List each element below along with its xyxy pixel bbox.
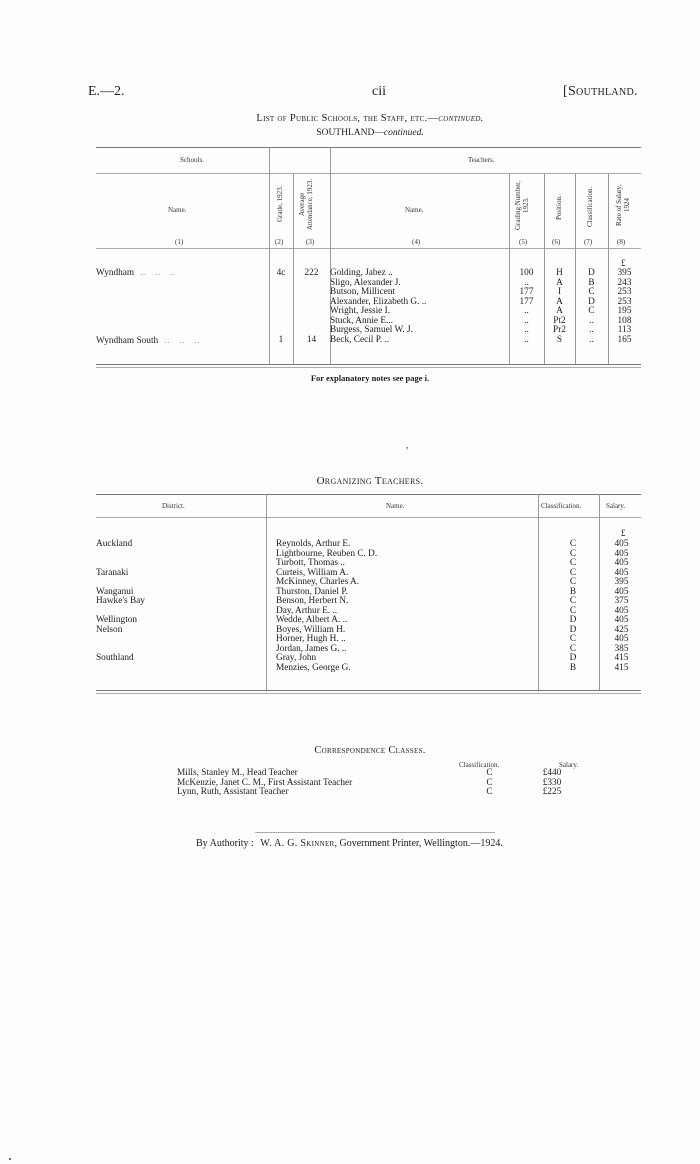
teacher-grading-text: .. [524, 306, 529, 316]
currency-symbol: £ [621, 258, 626, 268]
teacher-salary-text: 253 [617, 296, 632, 307]
teacher-position-text: A [556, 306, 563, 316]
page-number: cii [372, 84, 386, 99]
corr-col-salary: Salary. [559, 761, 579, 769]
org-classification-text: B [569, 662, 577, 673]
org-salary-text: 385 [614, 643, 629, 654]
page-subtitle-italic: continued. [383, 128, 424, 138]
col-num-2: (2) [275, 238, 284, 246]
org-name-text: Day, Arthur E. .. [276, 605, 338, 616]
teacher-grading-text: .. [524, 335, 529, 345]
org-name-text: Wedde, Albert A. .. [276, 615, 348, 625]
teacher-position-text: S [556, 335, 563, 345]
col-org-classification: Classification. [541, 502, 582, 510]
imprint-suffix: , Government Printer, Wellington.—1924. [334, 838, 503, 849]
org-district [96, 664, 270, 674]
school-grade-text: 1 [278, 335, 284, 345]
org-salary-text: 405 [614, 586, 629, 597]
teacher-classification-text: C [588, 287, 595, 297]
table-row [96, 569, 641, 579]
school-attendance [293, 336, 330, 347]
col-num-6: (6) [552, 238, 561, 246]
teacher-name-text: Burgess, Samuel W. J. [330, 325, 413, 335]
org-district [96, 540, 270, 550]
teacher-salary-text: 113 [617, 325, 632, 335]
org-classification-text: C [569, 567, 577, 578]
school-attendance [293, 288, 330, 298]
school-grade [269, 307, 293, 317]
org-name-text: Curteis, William A. [276, 567, 349, 578]
school-attendance-text: 222 [304, 267, 319, 278]
org-salary-text: 405 [614, 539, 629, 549]
teacher-position-text: Pt2 [553, 315, 566, 326]
org-classification-text: C [569, 548, 577, 559]
school-grade [269, 317, 293, 327]
col-org-name: Name. [386, 502, 405, 510]
group-teachers: Teachers. [468, 156, 495, 164]
org-name-text: Thurston, Daniel P. [276, 586, 348, 597]
page-title-italic: continued. [438, 113, 484, 124]
col-attendance: Average Attendance, 1923. [298, 178, 314, 230]
school-name [96, 317, 269, 327]
org-classification [544, 664, 602, 674]
org-salary-text: 415 [614, 653, 629, 663]
col-num-4: (4) [412, 238, 421, 246]
table-row [96, 588, 641, 598]
school-grade [269, 288, 293, 298]
org-name-text: Horner, Hugh H. .. [276, 634, 346, 644]
org-salary-text: 405 [614, 615, 629, 625]
corr-name-text: Mills, Stanley M., Head Teacher [177, 768, 298, 778]
corr-salary-text: £330 [542, 777, 562, 788]
teacher-grading-text: .. [524, 325, 529, 335]
teacher-grading-text: 177 [519, 296, 534, 307]
org-name-text: Boyes, William H. [276, 624, 346, 635]
imprint-prefix: By Authority : [196, 838, 254, 849]
page-ref: E.—2. [88, 84, 125, 99]
col-grading: Grading Number, 1923. [514, 180, 530, 230]
org-classification-text: C [569, 605, 577, 616]
teacher-salary-text: 108 [617, 315, 632, 326]
org-name [270, 664, 544, 674]
table-row [96, 597, 641, 607]
school-grade [269, 279, 293, 289]
school-grade [269, 336, 293, 347]
org-classification-text: C [569, 577, 577, 587]
table-row [96, 550, 641, 560]
col-num-5: (5) [519, 238, 528, 246]
org-district [96, 635, 270, 645]
org-salary-text: 415 [614, 662, 629, 673]
teacher-position-text: A [556, 296, 563, 307]
col-num-8: (8) [617, 238, 626, 246]
table-row [96, 626, 641, 636]
org-salary-text: 425 [614, 624, 629, 635]
org-name-text: Reynolds, Arthur E. [276, 539, 351, 549]
teacher-name-text: Stuck, Annie E... [330, 315, 394, 326]
corr-classification-text: C [486, 768, 493, 778]
col-num-3: (3) [306, 238, 315, 246]
teacher-name-text: Beck, Cecil P. .. [330, 335, 390, 345]
school-name [96, 336, 269, 347]
teacher-grading-text: 177 [519, 287, 534, 297]
teacher-classification-text: .. [589, 315, 594, 326]
teacher-salary-text: 195 [617, 306, 632, 316]
teacher-position-text: H [556, 267, 563, 278]
org-name-text: McKinney, Charles A. [276, 577, 360, 587]
teacher-classification [575, 336, 608, 347]
org-classification-text: D [569, 615, 577, 625]
school-name-text: Wyndham [96, 268, 135, 278]
org-salary-text: 405 [614, 634, 629, 644]
org-district [96, 550, 270, 560]
teacher-classification-text: C [588, 306, 595, 316]
table-row [96, 578, 641, 588]
corr-salary-text: £440 [542, 768, 562, 778]
corr-name [177, 788, 462, 798]
org-district [96, 597, 270, 607]
leader-dots: .. .. .. [134, 268, 177, 277]
school-attendance [293, 279, 330, 289]
org-salary-text: 375 [614, 596, 629, 606]
school-attendance [293, 317, 330, 327]
teacher-salary-text: 395 [617, 267, 632, 278]
org-district [96, 569, 270, 579]
table-row [96, 635, 641, 645]
col-num-7: (7) [584, 238, 593, 246]
teacher-classification-text: .. [589, 335, 594, 345]
organizing-title: Organizing Teachers. [316, 475, 424, 487]
school-attendance [293, 307, 330, 317]
table-row [96, 336, 641, 347]
org-salary-text: 405 [614, 558, 629, 568]
org-salary-text: 405 [614, 605, 629, 616]
stray-mark: , [406, 440, 409, 450]
org-classification-text: C [569, 634, 577, 644]
teacher-salary-text: 253 [617, 287, 632, 297]
correspondence-table [177, 769, 587, 798]
table-row [96, 607, 641, 617]
org-classification-text: C [569, 539, 577, 549]
col-district: District. [162, 502, 185, 510]
school-grade [269, 298, 293, 308]
corr-name-text: Lynn, Ruth, Assistant Teacher [177, 787, 289, 797]
teacher-grading-text: .. [524, 277, 529, 288]
org-district-text: Wellington [96, 615, 138, 625]
teacher-classification-text: D [588, 296, 595, 307]
org-name-text: Benson, Herbert N. [276, 596, 349, 606]
school-attendance-text: 14 [306, 335, 317, 345]
col-salary: Rate of Salary, 1924 [615, 184, 631, 226]
explanatory-note: For explanatory notes see page i. [310, 373, 430, 383]
org-name-text: Gray, John [276, 653, 317, 663]
teacher-name-text: Butson, Millicent [330, 287, 396, 297]
org-district-text: Southland [96, 653, 134, 663]
school-name [96, 268, 269, 279]
teacher-name-text: Wright, Jessie I. [330, 306, 391, 316]
org-name-text: Menzies, George G. [276, 662, 351, 673]
teacher-grading-text: .. [524, 315, 529, 326]
table-row [96, 616, 641, 626]
corr-col-classification: Classification. [459, 761, 500, 769]
corr-name-text: McKenzie, Janet C. M., First Assistant Teacher [177, 777, 353, 788]
table-row [96, 559, 641, 569]
col-school-name: Name. [168, 206, 187, 214]
org-classification-text: C [569, 558, 577, 568]
section-label: [Southland. [563, 84, 638, 99]
school-name-text: Wyndham South [96, 335, 159, 346]
school-name [96, 279, 269, 289]
school-attendance [293, 268, 330, 279]
org-name-text: Turbott, Thomas .. [276, 558, 345, 568]
teacher-classification-text: D [588, 267, 595, 278]
teacher-salary [608, 336, 641, 347]
page-subtitle [0, 128, 700, 138]
teacher-classification-text: B [588, 277, 595, 288]
organizing-table [96, 540, 641, 673]
org-district [96, 626, 270, 636]
org-salary-text: 395 [614, 577, 629, 587]
col-num-1: (1) [175, 238, 184, 246]
table-row [96, 645, 641, 655]
org-salary-text: 405 [614, 548, 629, 559]
correspondence-title: Correspondence Classes. [314, 745, 426, 756]
table-row [177, 788, 587, 798]
corr-classification-text: C [486, 777, 493, 788]
org-district-text: Hawke's Bay [96, 596, 145, 606]
group-schools: Schools. [180, 156, 204, 164]
org-name-text: Jordan, James G. .. [276, 643, 347, 654]
school-name [96, 288, 269, 298]
imprint [196, 838, 503, 849]
org-district [96, 654, 270, 664]
scan-speck [9, 1158, 11, 1160]
page-title-main: List of Public Schools, the Staff, etc.— [256, 113, 439, 124]
school-name [96, 298, 269, 308]
teacher-name-text: Alexander, Elizabeth G. .. [330, 296, 427, 307]
corr-salary-text: £225 [542, 787, 562, 797]
leader-dots: .. .. .. [158, 335, 201, 345]
teacher-position-text: Pr2 [553, 325, 566, 335]
org-classification-text: D [569, 653, 577, 663]
col-org-salary: Salary. [606, 502, 626, 510]
teacher-name [330, 336, 509, 347]
col-position: Position. [555, 195, 563, 221]
col-teacher-name: Name. [405, 206, 424, 214]
org-district-text: Auckland [96, 539, 133, 549]
school-grade [269, 268, 293, 279]
school-attendance [293, 298, 330, 308]
school-name [96, 307, 269, 317]
col-classification: Classification. [586, 186, 594, 228]
teacher-name-text: Golding, Jabez .. [330, 267, 393, 278]
table-row [96, 654, 641, 664]
teacher-grading [509, 336, 544, 347]
org-classification-text: D [569, 624, 577, 635]
teacher-position [544, 336, 575, 347]
org-salary [602, 664, 641, 674]
corr-classification [462, 788, 517, 798]
page-subtitle-main: SOUTHLAND— [316, 128, 384, 138]
corr-salary [517, 788, 587, 798]
teacher-salary-text: 243 [617, 277, 632, 288]
teacher-position-text: A [556, 277, 563, 288]
org-salary-text: 405 [614, 567, 629, 578]
org-district-text: Nelson [96, 624, 123, 635]
org-district-text: Wanganui [96, 586, 134, 597]
org-classification-text: C [569, 643, 577, 654]
schools-table [96, 268, 641, 346]
org-name-text: Lightbourne, Reuben C. D. [276, 548, 378, 559]
table-row [96, 664, 641, 674]
teacher-classification-text: .. [589, 325, 594, 335]
teacher-position-text: I [557, 287, 562, 297]
col-grade: Grade, 1923. [276, 185, 284, 223]
school-grade-text: 4c [276, 267, 286, 278]
imprint-printer: W. A. G. Skinner [260, 838, 335, 849]
org-district-text: Taranaki [96, 567, 129, 578]
corr-classification-text: C [486, 787, 493, 797]
org-classification-text: B [569, 586, 577, 597]
page-title [0, 113, 700, 124]
org-classification-text: C [569, 596, 577, 606]
teacher-grading-text: 100 [519, 267, 534, 278]
org-currency: £ [621, 528, 626, 538]
teacher-name-text: Sligo, Alexander J. [330, 277, 401, 288]
school-name [96, 326, 269, 336]
teacher-salary-text: 165 [617, 335, 632, 345]
